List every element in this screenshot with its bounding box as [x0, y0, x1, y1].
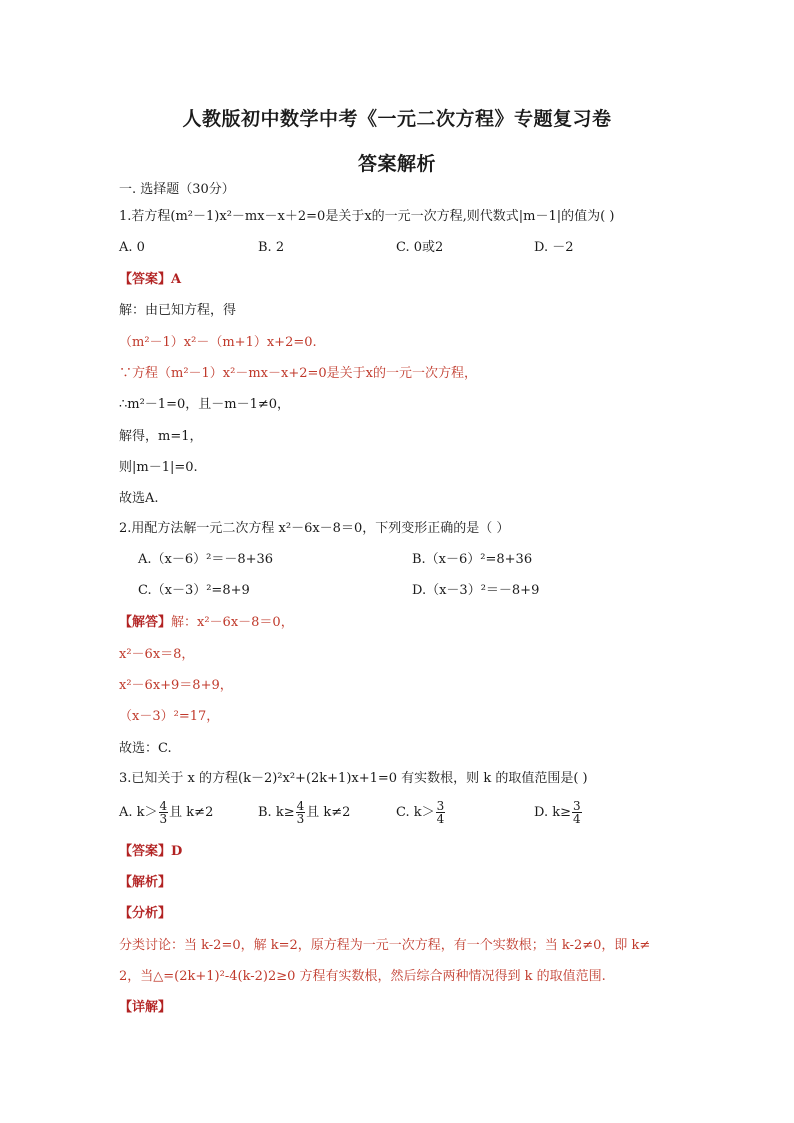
q1-answer: 【答案】A — [119, 272, 182, 287]
q1-solution-line: 解得，m=1， — [119, 429, 203, 444]
q3-option-b — [258, 800, 350, 825]
q1-solution-line: （m²－1）x²－（m+1）x+2=0. — [119, 335, 317, 350]
q1-solution-line: 故选A. — [119, 491, 159, 506]
q3-answer: 【答案】D — [119, 844, 183, 859]
q2-solution-line: （x－3）²=17， — [119, 709, 220, 724]
q2-solution-line: x²－6x+9＝8+9， — [119, 678, 233, 693]
q1-option-c: C. 0或2 — [396, 240, 444, 255]
q3-option-d-fraction — [572, 800, 582, 825]
q3-option-a — [119, 800, 213, 825]
page-title: 人教版初中数学中考《一元二次方程》专题复习卷 — [182, 108, 612, 130]
page-subtitle: 答案解析 — [357, 153, 436, 175]
q1-solution-line: 解：由已知方程，得 — [119, 303, 237, 318]
q3-xiangjie-tag: 【详解】 — [119, 1000, 172, 1015]
q2-option-a: A.（x－6）²＝－8+36 — [138, 552, 274, 567]
q3-jiexi-tag: 【解析】 — [119, 875, 172, 890]
q3-option-d-prefix: D. k≥ — [534, 805, 571, 820]
q3-stem: 3.已知关于 x 的方程(k－2)²x²+(2k+1)x+1=0 有实数根，则 k 的取值范围是( ) — [119, 771, 588, 786]
q3-option-b-fraction — [296, 800, 306, 825]
q2-solution-line: 故选：C. — [119, 741, 172, 756]
fraction-numerator: 3 — [436, 799, 445, 813]
q3-option-a-suffix: 且 k≠2 — [169, 805, 214, 820]
q1-solution-line: ∵方程（m²－1）x²－mx－x+2=0是关于x的一元一次方程， — [119, 366, 478, 381]
q1-option-b: B. 2 — [258, 240, 285, 255]
fraction-numerator: 3 — [573, 799, 581, 813]
q2-solution-first: 解：x²－6x－8＝0， — [171, 615, 294, 630]
q2-answer-row — [119, 614, 294, 632]
fraction-denominator: 4 — [436, 812, 445, 826]
q3-option-c — [396, 800, 446, 825]
q3-fenxi-tag: 【分析】 — [119, 906, 172, 921]
q1-solution-line: 则|m－1|=0. — [119, 460, 198, 475]
q1-option-a: A. 0 — [119, 240, 145, 255]
q2-option-c: C.（x－3）²=8+9 — [138, 583, 250, 598]
q3-option-a-prefix: A. k＞ — [119, 805, 158, 820]
q3-option-b-prefix: B. k≥ — [258, 805, 295, 820]
q1-stem: 1.若方程(m²－1)x²－mx－x＋2=0是关于x的一元一次方程,则代数式|m－1|的值为( ) — [119, 209, 615, 224]
q3-option-c-fraction — [436, 800, 446, 825]
fraction-denominator: 4 — [573, 812, 581, 826]
q2-solution-line: x²－6x＝8， — [119, 647, 195, 662]
q3-option-d — [534, 800, 583, 825]
fraction-numerator: 4 — [159, 799, 168, 813]
section-heading: 一. 选择题（30分） — [119, 182, 235, 197]
q3-analysis-line: 2，当△=(2k+1)²-4(k-2)2≥0 方程有实数根，然后综合两种情况得到 k 的取值范围. — [119, 969, 606, 984]
q3-analysis-line: 分类讨论：当 k-2=0，解 k=2，原方程为一元一次方程，有一个实数根；当 k-2≠0，即 k≠ — [119, 938, 651, 953]
q3-option-c-prefix: C. k＞ — [396, 805, 435, 820]
q1-solution-line: ∴m²－1=0，且－m－1≠0， — [119, 397, 291, 412]
q2-option-d: D.（x－3）²＝－8+9 — [412, 583, 540, 598]
q2-answer-tag: 【解答】 — [119, 615, 172, 630]
q3-option-a-fraction — [159, 800, 169, 825]
q2-stem: 2.用配方法解一元二次方程 x²－6x－8＝0，下列变形正确的是（ ） — [119, 521, 510, 536]
fraction-denominator: 3 — [159, 812, 168, 826]
q2-option-b: B.（x－6）²=8+36 — [412, 552, 533, 567]
fraction-denominator: 3 — [296, 812, 305, 826]
q3-option-b-suffix: 且 k≠2 — [306, 805, 351, 820]
q1-option-d: D. －2 — [534, 240, 574, 255]
fraction-numerator: 4 — [296, 799, 305, 813]
